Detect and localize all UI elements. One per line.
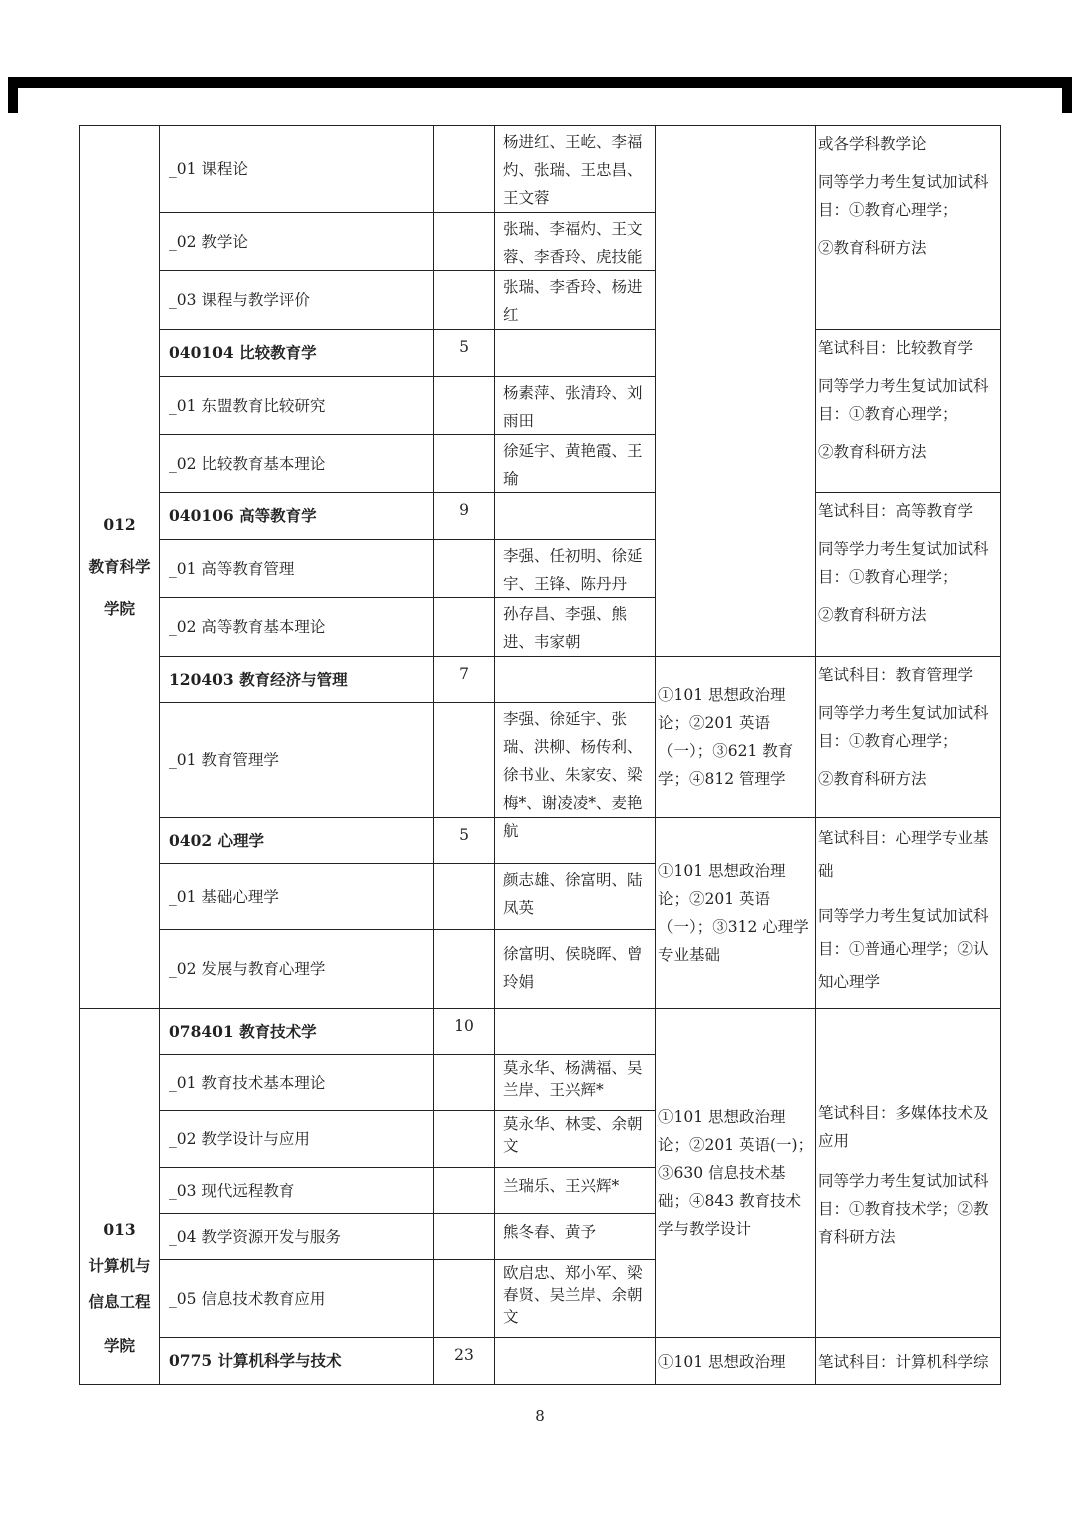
tutor-cell: 孙存昌、李强、熊进、韦家朝 [494, 597, 656, 657]
major-cell: 040106 高等教育学 [159, 492, 434, 540]
major-cell: _01 教育技术基本理论 [159, 1054, 434, 1111]
department-name: 学院 [103, 599, 135, 618]
tutor-cell: 莫永华、林雯、余朝文 [494, 1110, 656, 1168]
department-cell-013 [79, 1008, 160, 1385]
tutor-cell: 张瑞、李福灼、王文蓉、李香玲、虎技能 [494, 212, 656, 271]
major-cell: _03 现代远程教育 [159, 1167, 434, 1214]
department-name: 计算机与 [88, 1256, 151, 1275]
tutor-cell: 李强、徐延宇、张瑞、洪柳、杨传利、徐书业、朱家安、梁梅*、谢凌凌*、麦艳航 [494, 702, 656, 818]
major-cell: 0775 计算机科学与技术 [159, 1337, 434, 1385]
department-code: 012 [103, 515, 136, 534]
major-cell: _04 教学资源开发与服务 [159, 1213, 434, 1260]
department-name: 教育科学 [88, 557, 151, 576]
page-number: 8 [535, 1407, 545, 1425]
major-cell: 120403 教育经济与管理 [159, 656, 434, 703]
tutor-cell [494, 492, 656, 540]
major-cell: _02 高等教育基本理论 [159, 597, 434, 657]
department-cell-012 [79, 125, 160, 1009]
quota-cell: 5 [433, 329, 495, 377]
tutor-cell: 杨进红、王屹、李福灼、张瑞、王忠昌、王文蓉 [494, 125, 656, 213]
tutor-cell: 熊冬春、黄予 [494, 1213, 656, 1260]
major-cell: _01 课程论 [159, 125, 434, 213]
quota-cell [433, 434, 495, 493]
quota-cell [433, 1110, 495, 1168]
major-cell: _01 东盟教育比较研究 [159, 376, 434, 435]
quota-cell [433, 597, 495, 657]
tutor-cell: 张瑞、李香玲、杨进红 [494, 270, 656, 330]
major-cell: _02 教学设计与应用 [159, 1110, 434, 1168]
quota-cell [433, 702, 495, 818]
tutor-cell [494, 1008, 656, 1055]
notes-cell: 笔试科目：计算机科学综 [815, 1337, 1001, 1385]
tutor-cell: 徐富明、侯晓晖、曾玲娟 [494, 929, 656, 1009]
tutor-cell [494, 817, 656, 864]
department-code: 013 [103, 1220, 136, 1239]
exam-cell: ①101 思想政治理论；②201 英语(一)；③630 信息技术基础；④843 教育技术学与教学设计 [655, 1008, 816, 1338]
tutor-cell: 李强、任初明、徐延宇、王锋、陈丹丹 [494, 539, 656, 598]
tutor-cell: 徐延宇、黄艳霞、王瑜 [494, 434, 656, 493]
exam-cell: ①101 思想政治理论；②201 英语（一）；③621 教育学；④812 管理学 [655, 656, 816, 818]
quota-cell [433, 1167, 495, 1214]
major-cell: 040104 比较教育学 [159, 329, 434, 377]
quota-cell [433, 539, 495, 598]
exam-cell: ①101 思想政治理论；②201 英语（一）；③312 心理学专业基础 [655, 817, 816, 1009]
quota-cell: 7 [433, 656, 495, 703]
quota-cell [433, 125, 495, 213]
notes-cell: 笔试科目：心理学专业基础 同等学力考生复试加试科目：①普通心理学；②认知心理学 [815, 817, 1001, 1009]
quota-cell [433, 212, 495, 271]
notes-cell: 笔试科目：教育管理学 同等学力考生复试加试科目：①教育心理学； ②教育科研方法 [815, 656, 1001, 818]
major-cell: 078401 教育技术学 [159, 1008, 434, 1055]
tutor-cell: 兰瑞乐、王兴辉* [494, 1167, 656, 1214]
tutor-cell: 莫永华、杨满福、吴兰岸、王兴辉* [494, 1054, 656, 1111]
tutor-cell: 欧启忠、郑小军、梁春贤、吴兰岸、余朝文 [494, 1259, 656, 1338]
tutor-cell [494, 1337, 656, 1385]
major-cell: _02 比较教育基本理论 [159, 434, 434, 493]
notes-cell: 或各学科教学论 同等学力考生复试加试科目：①教育心理学； ②教育科研方法 [815, 125, 1001, 330]
quota-cell [433, 1054, 495, 1111]
major-cell: _02 发展与教育心理学 [159, 929, 434, 1009]
quota-cell [433, 376, 495, 435]
tutor-cell [494, 656, 656, 703]
exam-cell [655, 125, 816, 657]
quota-cell: 9 [433, 492, 495, 540]
notes-cell: 笔试科目：多媒体技术及应用 同等学力考生复试加试科目：①教育技术学；②教育科研方法 [815, 1008, 1001, 1338]
major-cell: _01 基础心理学 [159, 863, 434, 930]
major-cell: _05 信息技术教育应用 [159, 1259, 434, 1338]
tutor-cell [494, 329, 656, 377]
notes-cell: 笔试科目：高等教育学 同等学力考生复试加试科目：①教育心理学； ②教育科研方法 [815, 492, 1001, 657]
exam-cell: ①101 思想政治理 [655, 1337, 816, 1385]
major-cell: _01 高等教育管理 [159, 539, 434, 598]
header-bar-left-tick [8, 77, 18, 113]
tutor-cell: 颜志雄、徐富明、陆凤英 [494, 863, 656, 930]
quota-cell: 23 [433, 1337, 495, 1385]
major-cell: _02 教学论 [159, 212, 434, 271]
major-cell: _01 教育管理学 [159, 702, 434, 818]
quota-cell [433, 270, 495, 330]
tutor-cell: 杨素萍、张清玲、刘雨田 [494, 376, 656, 435]
notes-cell: 笔试科目：比较教育学 同等学力考生复试加试科目：①教育心理学； ②教育科研方法 [815, 329, 1001, 493]
department-name: 学院 [103, 1336, 135, 1355]
quota-cell [433, 1259, 495, 1338]
quota-cell: 5 [433, 817, 495, 864]
quota-cell [433, 863, 495, 930]
header-bar [8, 77, 1072, 88]
major-cell: 0402 心理学 [159, 817, 434, 864]
header-bar-right-tick [1062, 77, 1072, 113]
major-cell: _03 课程与教学评价 [159, 270, 434, 330]
department-name: 信息工程 [88, 1292, 151, 1311]
quota-cell [433, 1213, 495, 1260]
quota-cell [433, 929, 495, 1009]
quota-cell: 10 [433, 1008, 495, 1055]
